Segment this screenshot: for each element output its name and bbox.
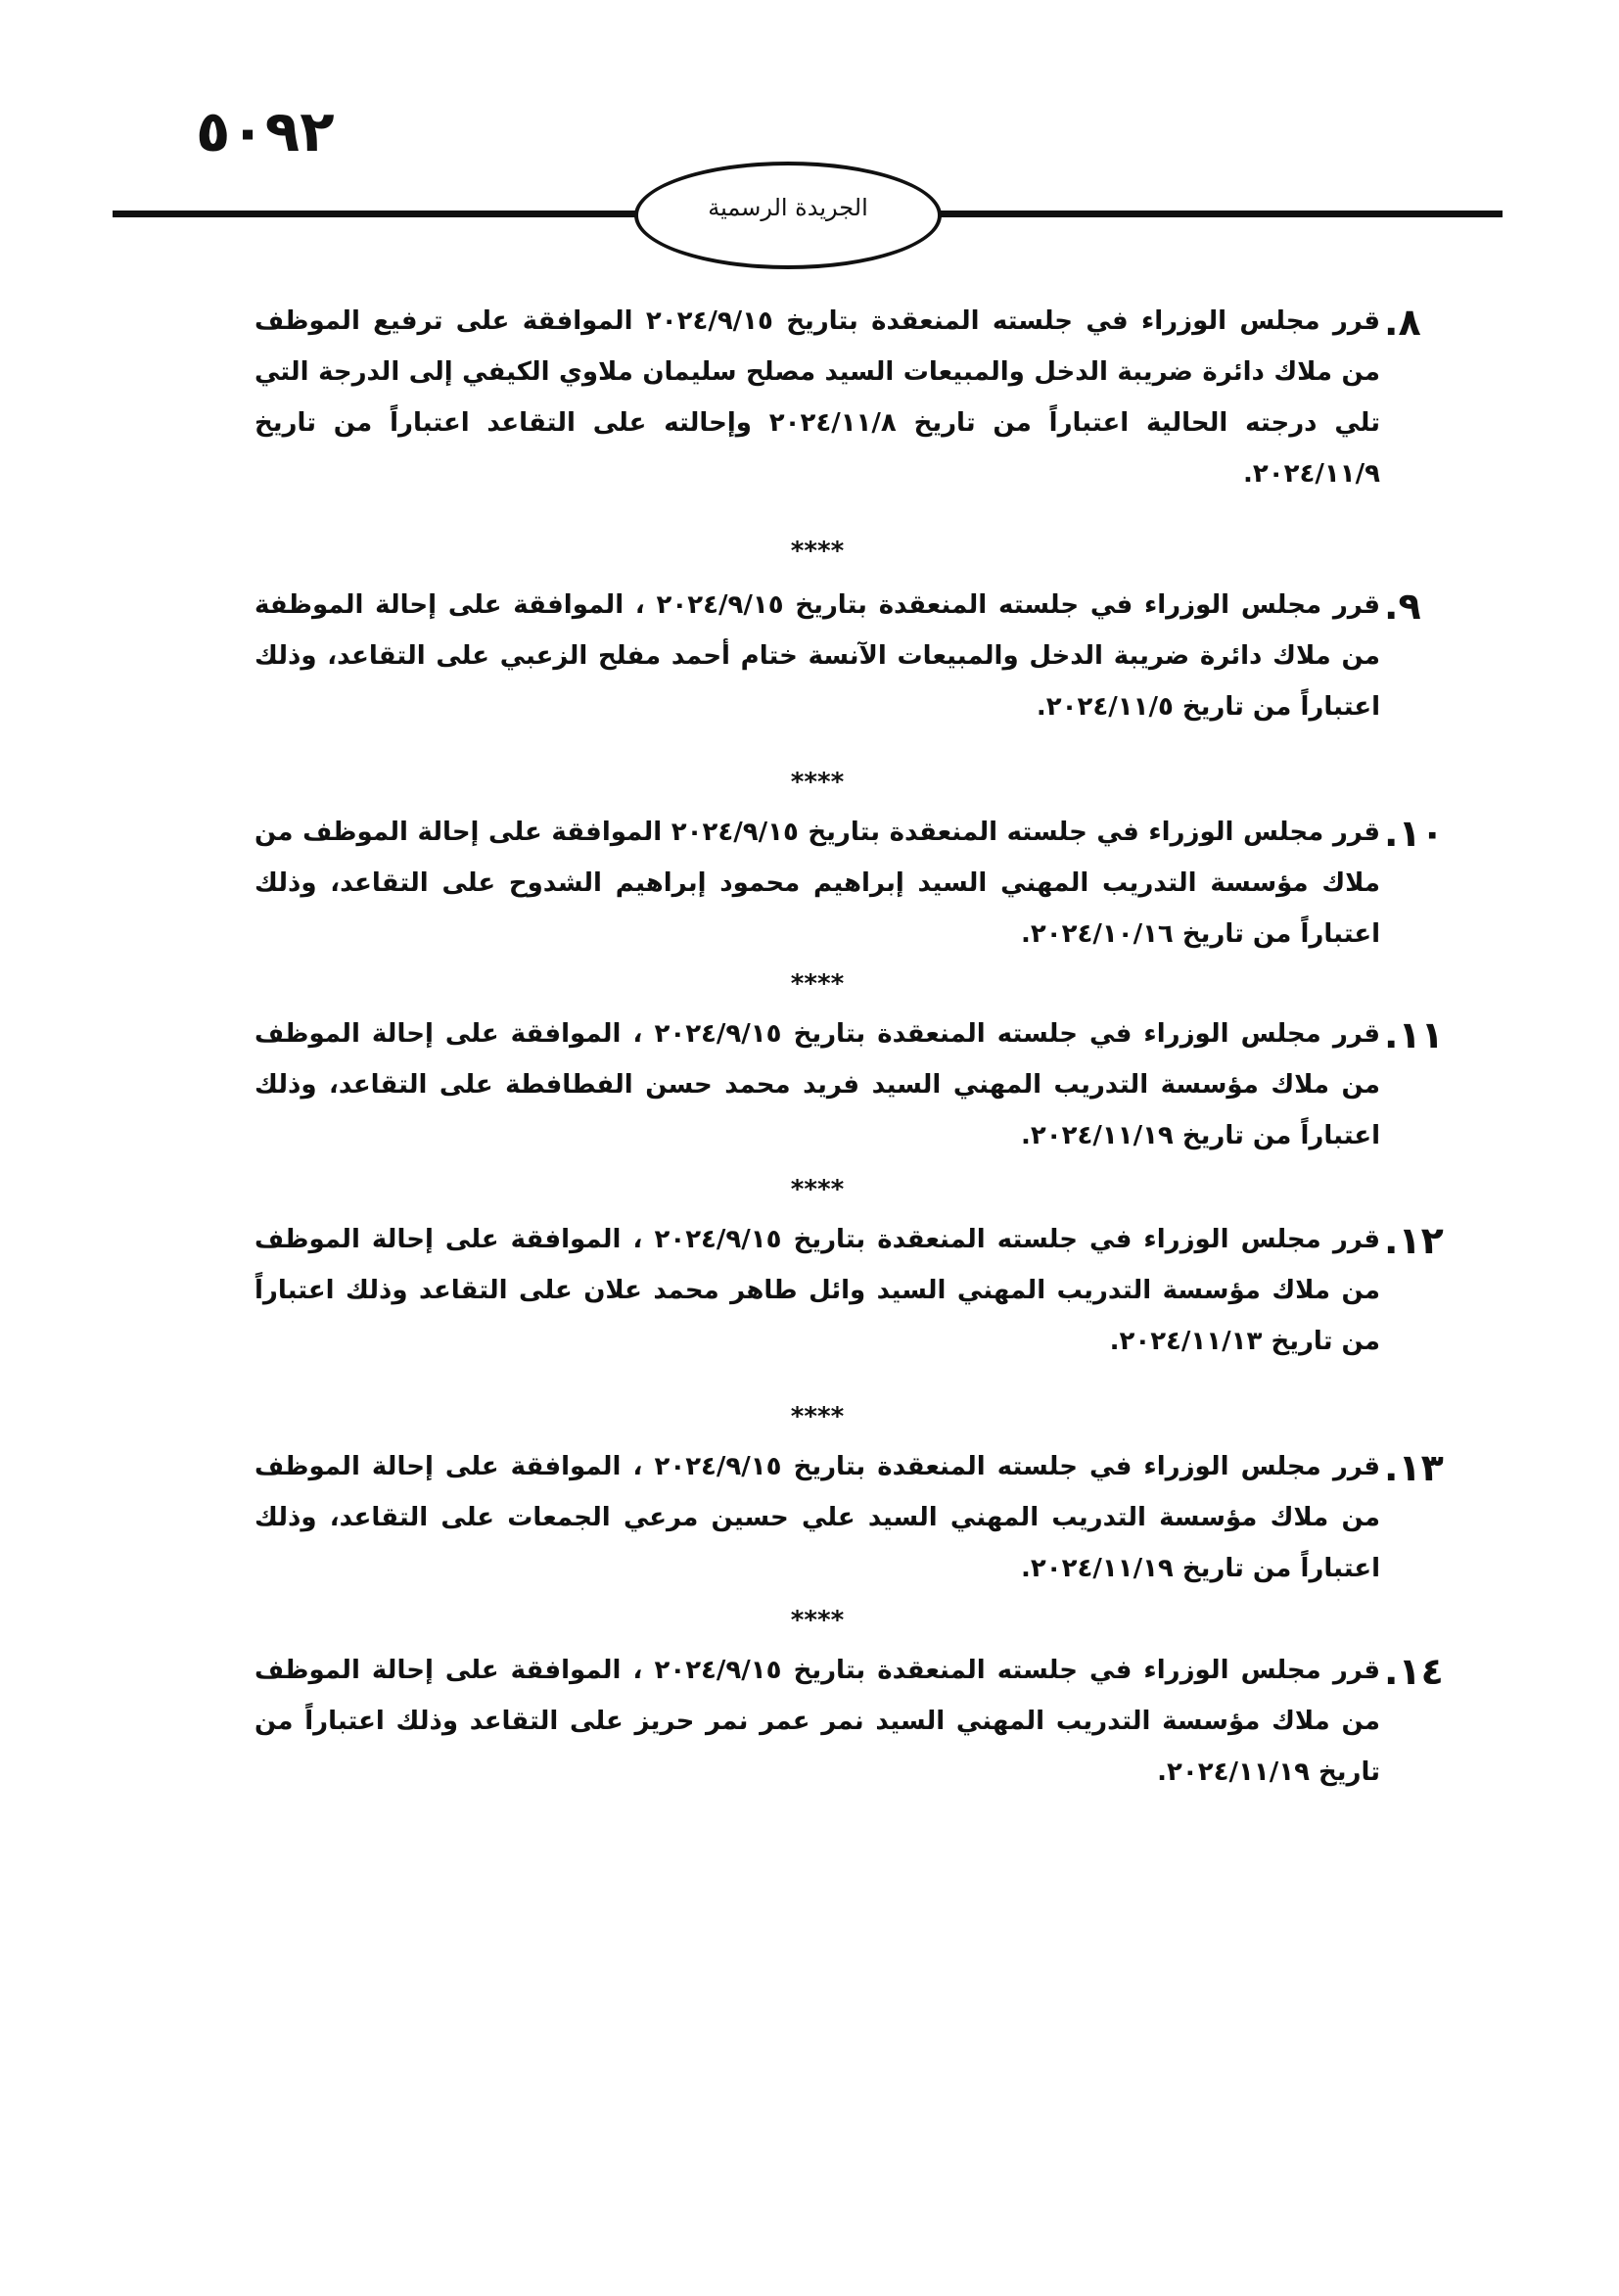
decision-item xyxy=(196,580,1421,732)
decision-item xyxy=(196,296,1421,499)
page-number: ٥٠٩٢ xyxy=(196,98,335,164)
decision-number: ١٠. xyxy=(1384,812,1444,855)
decision-item xyxy=(196,1214,1444,1367)
decision-item xyxy=(196,807,1444,960)
decision-number: ١١. xyxy=(1384,1013,1444,1056)
decision-text: قرر مجلس الوزراء في جلسته المنعقدة بتاريخ ٢٠٢٤/٩/١٥ ، الموافقة على إحالة الموظف من ملاك مؤسسة التدريب المهني السيد علي حسين مرعي الجمعات على التقاعد، وذلك اعتباراً من تاريخ ٢٠٢٤/١١/١٩. xyxy=(254,1452,1380,1583)
decision-number: ١٢. xyxy=(1384,1219,1444,1262)
decision-text: قرر مجلس الوزراء في جلسته المنعقدة بتاريخ ٢٠٢٤/٩/١٥ ، الموافقة على إحالة الموظف من ملاك مؤسسة التدريب المهني السيد نمر عمر نمر حريز على التقاعد وذلك اعتباراً من تاريخ ٢٠٢٤/١١/١٩. xyxy=(254,1656,1380,1787)
decision-number: ١٤. xyxy=(1384,1650,1444,1693)
decision-number: ١٣. xyxy=(1384,1446,1444,1489)
decisions-list xyxy=(196,296,1444,1798)
decision-item xyxy=(196,1441,1444,1594)
decision-number: ٨. xyxy=(1384,301,1421,344)
separator: **** xyxy=(790,537,845,566)
decision-text: قرر مجلس الوزراء في جلسته المنعقدة بتاريخ ٢٠٢٤/٩/١٥ الموافقة على ترفيع الموظف من ملاك دائرة ضريبة الدخل والمبيعات السيد مصلح سليمان ملاوي الكيفي إلى الدرجة التي تلي درجته الحالية اعتباراً من تاريخ ٢٠٢٤/١١/٨ وإحالته على التقاعد اعتباراً من تاريخ ٢٠٢٤/١١/٩. xyxy=(254,306,1380,489)
separator: **** xyxy=(790,768,845,797)
decision-text: قرر مجلس الوزراء في جلسته المنعقدة بتاريخ ٢٠٢٤/٩/١٥ الموافقة على إحالة الموظف من ملاك مؤسسة التدريب المهني السيد إبراهيم محمود إبراهيم الشدوح على التقاعد، وذلك اعتباراً من تاريخ ٢٠٢٤/١٠/١٦. xyxy=(254,818,1380,949)
separator: **** xyxy=(790,1606,845,1635)
decision-number: ٩. xyxy=(1384,585,1421,628)
decision-text: قرر مجلس الوزراء في جلسته المنعقدة بتاريخ ٢٠٢٤/٩/١٥ ، الموافقة على إحالة الموظفة من ملاك دائرة ضريبة الدخل والمبيعات الآنسة ختام أحمد مفلح الزعبي على التقاعد، وذلك اعتباراً من تاريخ ٢٠٢٤/١١/٥. xyxy=(254,590,1380,722)
separator: **** xyxy=(790,1175,845,1204)
separator: **** xyxy=(790,969,845,999)
decision-text: قرر مجلس الوزراء في جلسته المنعقدة بتاريخ ٢٠٢٤/٩/١٥ ، الموافقة على إحالة الموظف من ملاك مؤسسة التدريب المهني السيد وائل طاهر محمد علان على التقاعد وذلك اعتباراً من تاريخ ٢٠٢٤/١١/١٣. xyxy=(254,1225,1380,1356)
gazette-title: الجريدة الرسمية xyxy=(708,194,868,221)
decision-text: قرر مجلس الوزراء في جلسته المنعقدة بتاريخ ٢٠٢٤/٩/١٥ ، الموافقة على إحالة الموظف من ملاك مؤسسة التدريب المهني السيد فريد محمد حسن الفطافطة على التقاعد، وذلك اعتباراً من تاريخ ٢٠٢٤/١١/١٩. xyxy=(254,1019,1380,1150)
separator: **** xyxy=(790,1402,845,1431)
decision-item xyxy=(196,1008,1444,1161)
decision-item xyxy=(196,1645,1444,1798)
